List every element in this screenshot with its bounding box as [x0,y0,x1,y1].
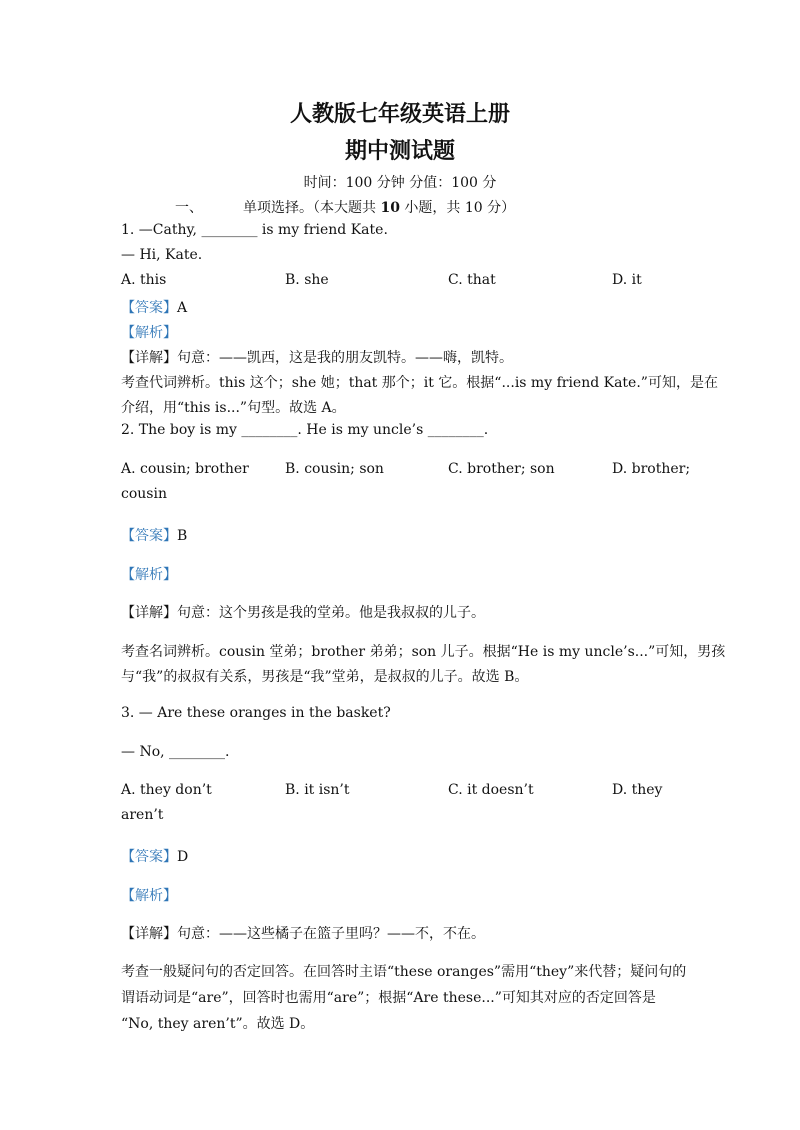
q1-stem: 1. —Cathy, ________ is my friend Kate. [121,222,388,238]
q3-explain-line2: 谓语动词是“are”，回答时也需用“are”；根据“Are these...”可知其对应的否定回答是 [121,990,656,1006]
q2-option-b: B. cousin; son [285,461,384,477]
answer-value: D [177,849,189,865]
q1-detail [121,347,513,367]
detail-text: 句意：——凯西，这是我的朋友凯特。——嗨，凯特。 [177,350,513,366]
detail-tag: 【详解】 [121,605,177,621]
detail-tag: 【详解】 [121,926,177,942]
exam-meta: 时间：100 分钟 分值：100 分 [303,175,497,191]
q3-option-d: D. they [612,782,663,798]
q2-option-a: A. cousin; brother [121,461,249,477]
q3-option-b: B. it isn’t [285,782,350,798]
detail-text: 句意：这个男孩是我的堂弟。他是我叔叔的儿子。 [177,605,485,621]
q3-option-c: C. it doesn’t [448,782,534,798]
q3-detail [121,923,485,943]
document-title: 人教版七年级英语上册 [289,101,510,127]
answer-value: B [177,528,188,544]
section-count: 10 [380,200,400,216]
q1-option-d: D. it [612,272,642,288]
q3-stem: 3. — Are these oranges in the basket? [121,705,391,721]
q3-explain-line3: “No, they aren’t”。故选 D。 [121,1016,315,1032]
section-heading [175,197,515,217]
q2-detail [121,602,485,622]
q2-stem: 2. The boy is my ________. He is my uncle’s ________. [121,422,489,438]
q1-option-c: C. that [448,272,496,288]
q2-option-wrap: cousin [121,486,167,502]
q1-analysis-tag: 【解析】 [121,325,177,341]
answer-tag: 【答案】 [121,528,177,544]
section-number: 一、 [175,200,203,216]
q3-stem-reply: — No, ________. [121,744,230,760]
section-text-pre: 单项选择。（本大题共 [243,200,381,216]
q3-option-a: A. they don’t [121,782,212,798]
answer-value: A [177,300,188,316]
q2-explain-line1: 考查名词辨析。cousin 堂弟；brother 弟弟；son 儿子。根据“He is my uncle’s...”可知，男孩 [121,644,726,660]
q2-analysis-tag: 【解析】 [121,567,177,583]
q2-answer [121,525,187,545]
detail-tag: 【详解】 [121,350,177,366]
section-text-post: 小题，共 10 分） [399,200,516,216]
q2-option-c: C. brother; son [448,461,555,477]
q1-option-a: A. this [121,272,167,288]
q3-explain-line1: 考查一般疑问句的否定回答。在回答时主语“these oranges”需用“they”来代替；疑问句的 [121,964,687,980]
q1-explain-line2: 介绍，用“this is...”句型。故选 A。 [121,400,346,416]
q3-option-wrap: aren’t [121,807,164,823]
detail-text: 句意：——这些橘子在篮子里吗？——不，不在。 [177,926,485,942]
q3-answer [121,846,188,866]
q3-analysis-tag: 【解析】 [121,888,177,904]
answer-tag: 【答案】 [121,849,177,865]
q2-option-d: D. brother; [612,461,691,477]
q1-option-b: B. she [285,272,329,288]
q1-explain-line1: 考查代词辨析。this 这个；she 她；that 那个；it 它。根据“...is my friend Kate.”可知，是在 [121,375,718,391]
document-subtitle: 期中测试题 [344,138,455,164]
answer-tag: 【答案】 [121,300,177,316]
q1-stem-reply: — Hi, Kate. [121,247,203,263]
q2-explain-line2: 与“我”的叔叔有关系，男孩是“我”堂弟，是叔叔的儿子。故选 B。 [121,669,529,685]
q1-answer [121,297,187,317]
